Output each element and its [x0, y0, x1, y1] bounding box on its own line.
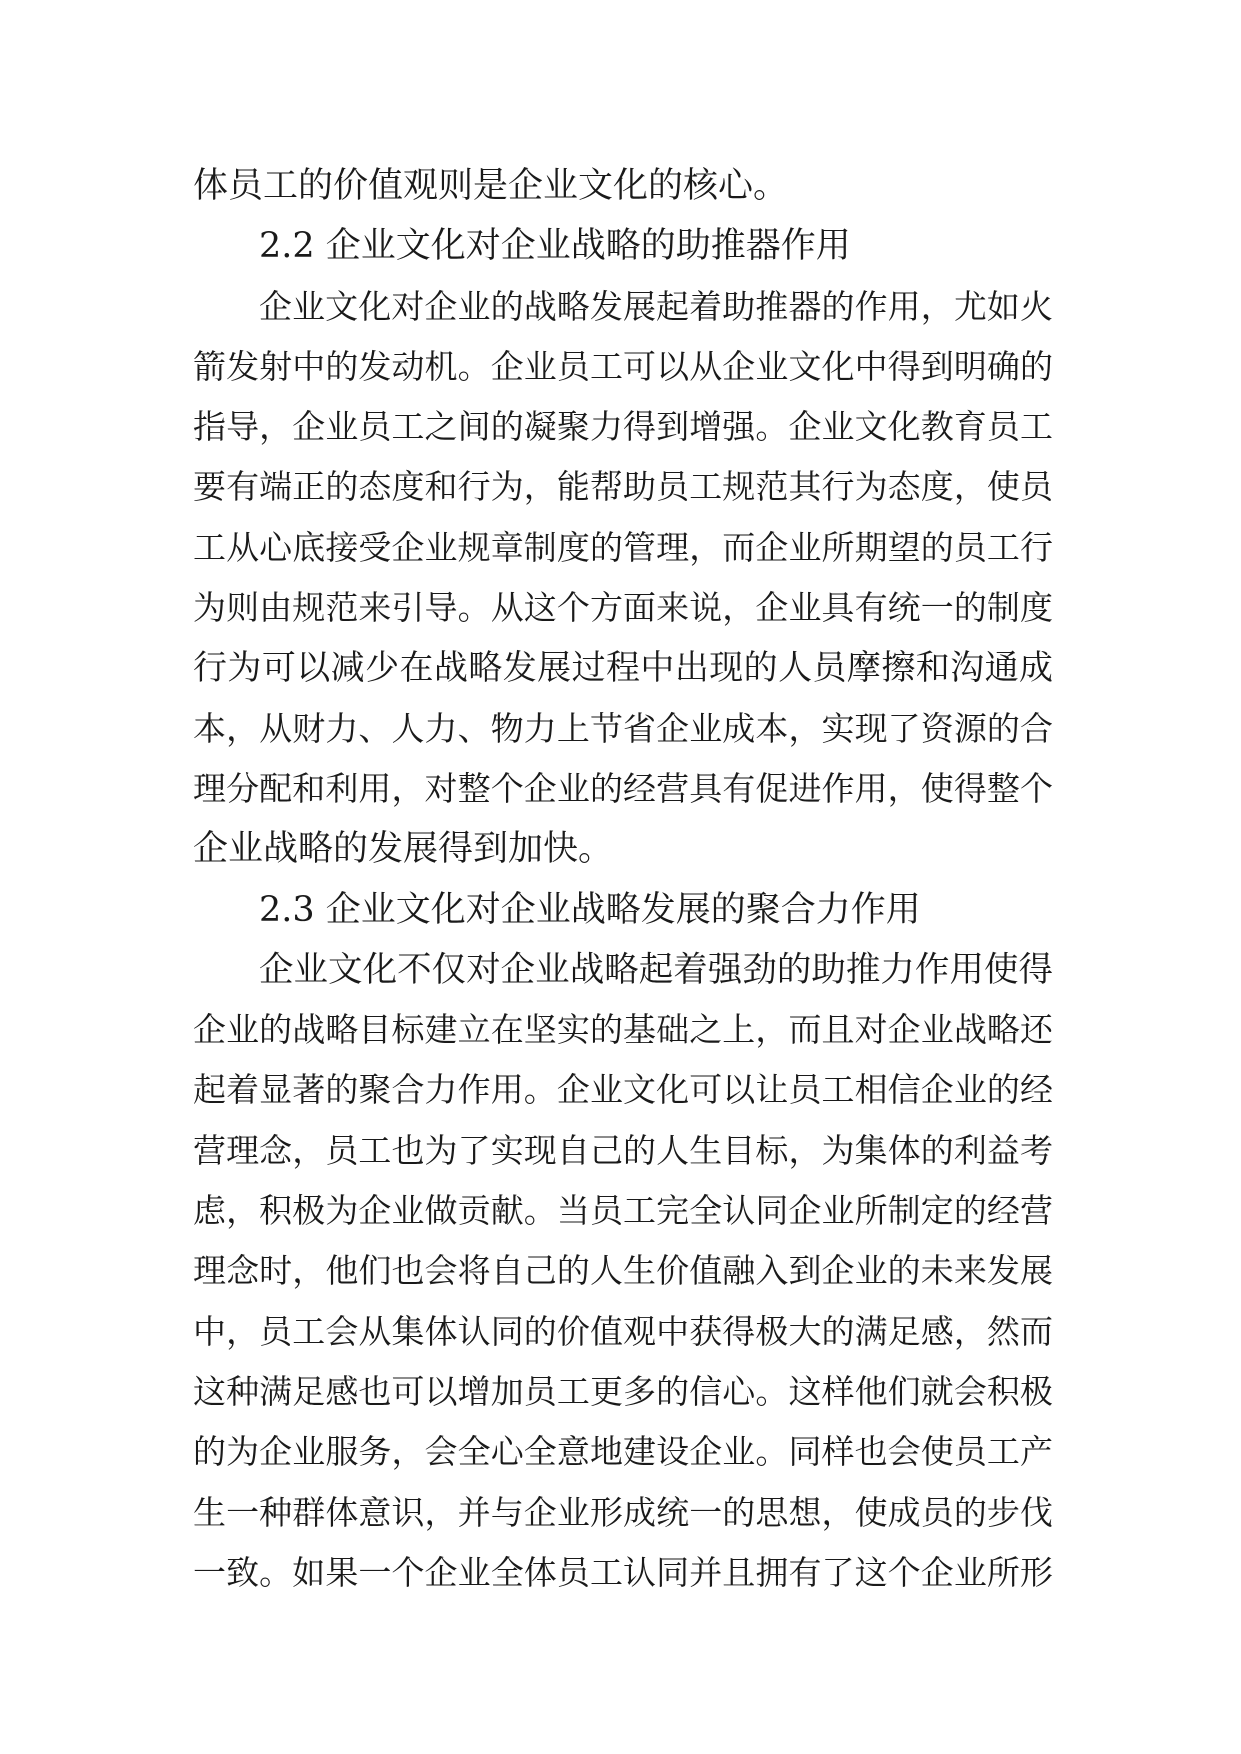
paragraph-line: 理分配和利用，对整个企业的经营具有促进作用，使得整个	[193, 768, 1053, 808]
paragraph-first-line: 企业文化不仅对企业战略起着强劲的助推力作用使得	[259, 949, 1053, 990]
paragraph-line: 虑，积极为企业做贡献。当员工完全认同企业所制定的经营	[193, 1191, 1053, 1231]
body-text	[193, 156, 1053, 1603]
section-heading: 2.2 企业文化对企业战略的助推器作用	[259, 226, 851, 267]
paragraph-line: 营理念，员工也为了实现自己的人生目标，为集体的利益考	[193, 1130, 1053, 1170]
paragraph-line: 指导，企业员工之间的凝聚力得到增强。企业文化教育员工	[193, 407, 1053, 447]
paragraph-line: 要有端正的态度和行为，能帮助员工规范其行为态度，使员	[193, 467, 1053, 507]
paragraph-line: 这种满足感也可以增加员工更多的信心。这样他们就会积极	[193, 1371, 1053, 1411]
paragraph-line: 工从心底接受企业规章制度的管理，而企业所期望的员工行	[193, 527, 1053, 567]
paragraph-line: 的为企业服务，会全心全意地建设企业。同样也会使员工产	[193, 1432, 1053, 1472]
paragraph-line: 起着显著的聚合力作用。企业文化可以让员工相信企业的经	[193, 1070, 1053, 1110]
paragraph-line: 理念时，他们也会将自己的人生价值融入到企业的未来发展	[193, 1251, 1053, 1291]
paragraph-line: 行为可以减少在战略发展过程中出现的人员摩擦和沟通成	[193, 648, 1053, 689]
paragraph-first-line: 企业文化对企业的战略发展起着助推器的作用，尤如火	[259, 286, 1053, 326]
paragraph-line: 生一种群体意识，并与企业形成统一的思想，使成员的步伐	[193, 1492, 1053, 1532]
paragraph-line: 一致。如果一个企业全体员工认同并且拥有了这个企业所形	[193, 1552, 1053, 1592]
section-heading: 2.3 企业文化对企业战略发展的聚合力作用	[259, 889, 921, 930]
paragraph-line: 箭发射中的发动机。企业员工可以从企业文化中得到明确的	[193, 346, 1053, 386]
paragraph-line: 体员工的价值观则是企业文化的核心。	[193, 166, 789, 206]
paragraph-line: 为则由规范来引导。从这个方面来说，企业具有统一的制度	[193, 588, 1053, 628]
paragraph-line: 本，从财力、人力、物力上节省企业成本，实现了资源的合	[193, 708, 1053, 748]
paragraph-line: 中，员工会从集体认同的价值观中获得极大的满足感，然而	[193, 1311, 1053, 1351]
paragraph-line: 企业的战略目标建立在坚实的基础之上，而且对企业战略还	[193, 1010, 1053, 1050]
paragraph-line: 企业战略的发展得到加快。	[193, 829, 614, 870]
